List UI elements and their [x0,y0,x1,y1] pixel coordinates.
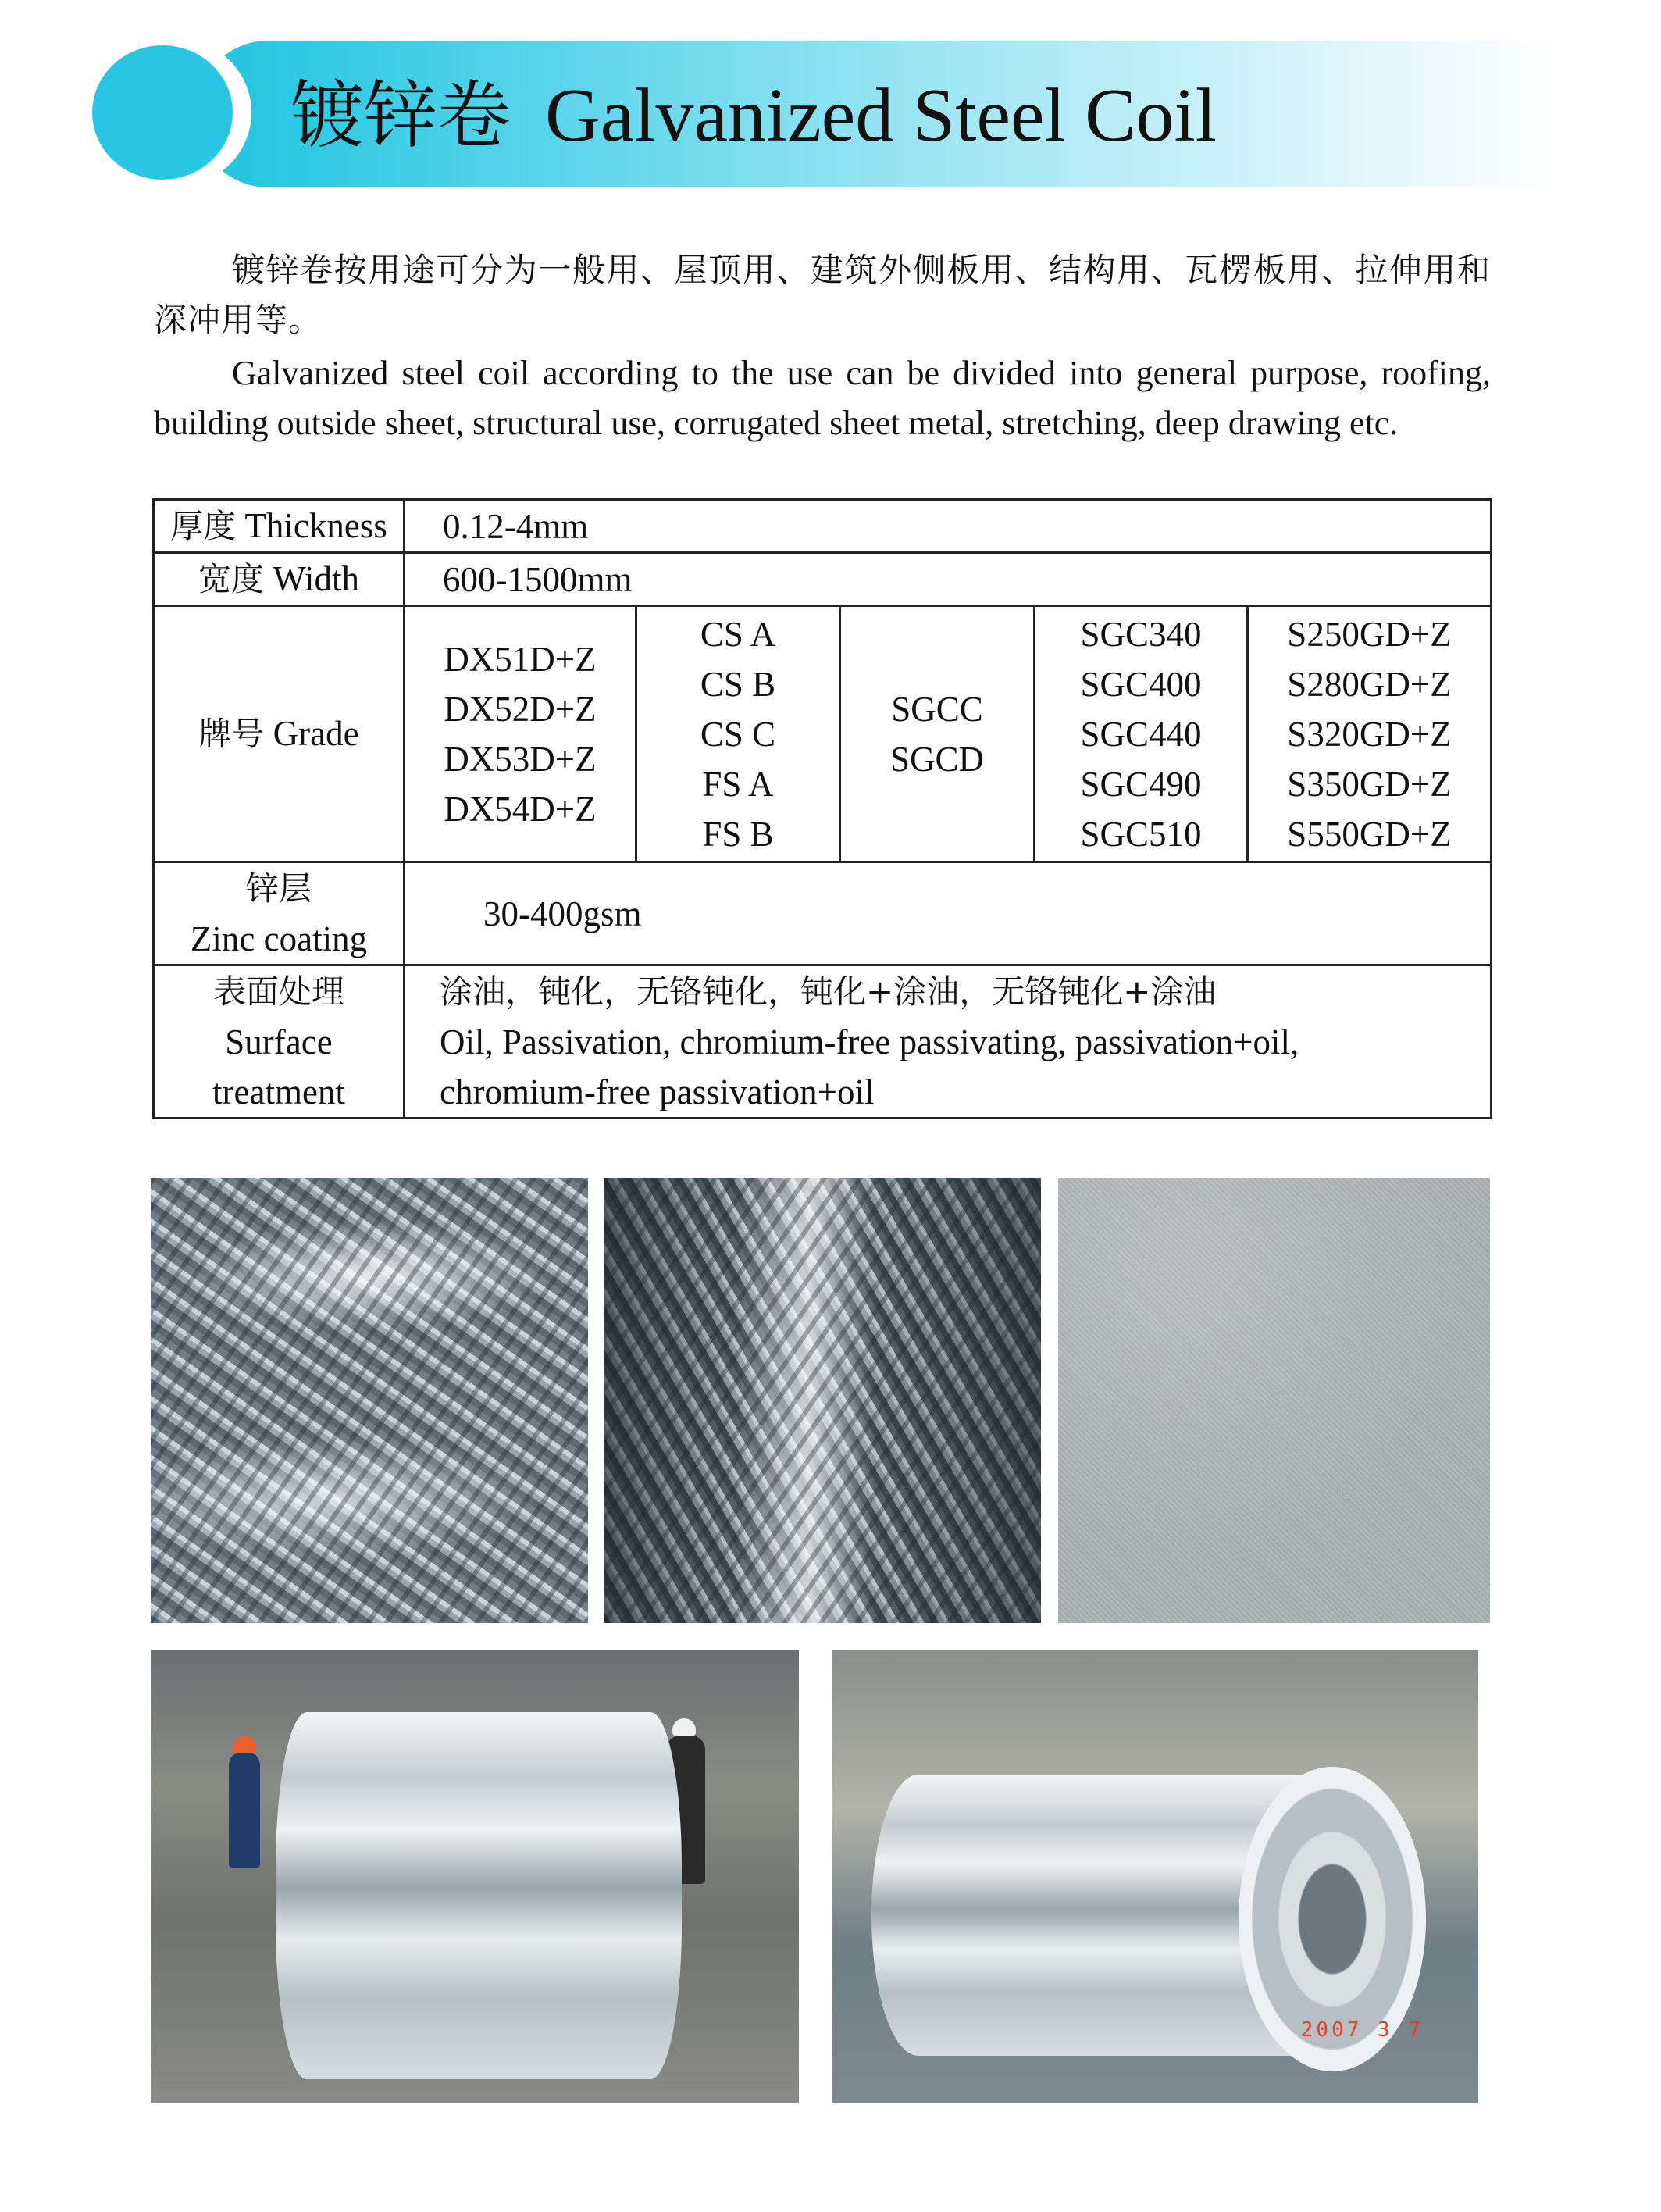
helmet-icon [672,1718,696,1736]
grade-item: S250GD+Z [1287,614,1452,654]
zinc-coating-label-zh: 锌层 [245,869,312,908]
surface-value-zh: 涂油，钝化，无铬钝化，钝化+涂油，无铬钝化+涂油 [440,972,1217,1011]
grade-item: DX51D+Z [444,639,597,679]
thickness-value: 0.12-4mm [405,500,1492,553]
grade-item: DX54D+Z [444,789,597,829]
spec-table [152,498,1492,1119]
table-row-width [154,553,1492,606]
grade-item: CS A [700,614,776,654]
page-title [290,64,1217,166]
grade-item: SGC510 [1080,814,1202,854]
table-row-surface [154,965,1492,1118]
grade-item: SGCD [889,739,985,779]
spangle-surface-photo-2 [604,1178,1041,1623]
surface-label-en-1: Surface [225,1022,333,1061]
table-row-grade [154,606,1492,862]
table-row-zinc-coating [154,862,1492,965]
surface-value [405,965,1492,1118]
grade-item: CS B [700,664,776,704]
zinc-coating-label-en: Zinc coating [190,919,368,958]
grade-column-dx [405,606,636,862]
spangle-surface-photo-1 [151,1178,588,1623]
grade-column-s-gd [1248,606,1492,862]
surface-label [154,965,405,1118]
coil-warehouse-photo-2 [832,1650,1478,2103]
worker-figure [229,1751,260,1868]
grade-item: S320GD+Z [1287,714,1452,754]
grade-item: SGCC [891,689,983,729]
thickness-label-zh: 厚度 [170,507,237,545]
header-circle-decoration [92,45,233,180]
grade-column-cs [636,606,840,862]
grade-label [154,606,405,862]
width-label [154,553,405,606]
thickness-label-en: Thickness [244,506,387,545]
grade-item: DX53D+Z [444,739,597,779]
helmet-icon [233,1736,256,1753]
grade-column-sgc-strength [1035,606,1248,862]
photo-date-stamp: 2007 3 7 [1300,2018,1424,2042]
zero-spangle-surface-photo [1058,1178,1490,1623]
grade-item: S350GD+Z [1287,764,1452,804]
grade-item: DX52D+Z [444,689,597,729]
width-label-zh: 宽度 [198,560,265,598]
grade-item: SGC440 [1080,714,1202,754]
surface-label-en-2: treatment [212,1072,345,1111]
grade-item: S280GD+Z [1287,664,1452,704]
table-row-thickness [154,500,1492,553]
coil-warehouse-photo-1 [151,1650,799,2103]
page-title-zh: 镀锌卷 [290,73,511,159]
width-label-en: Width [273,559,359,598]
zinc-coating-value: 30-400gsm [405,862,1492,965]
grade-label-zh: 牌号 [198,715,265,753]
surface-value-en-1: Oil, Passivation, chromium-free passivating, passivation+oil, [440,1022,1299,1061]
page-title-en: Galvanized Steel Coil [545,73,1217,158]
grade-label-en: Grade [273,714,359,753]
grade-item: CS C [700,714,776,754]
grade-item: SGC340 [1080,614,1202,654]
thickness-label [154,500,405,553]
grade-item: S550GD+Z [1287,814,1452,854]
grade-item: SGC490 [1080,764,1202,804]
grade-item: FS B [702,814,774,854]
grade-column-sgc [840,606,1035,862]
grade-item: FS A [702,764,774,804]
intro-zh: 镀锌卷按用途可分为一般用、屋顶用、建筑外侧板用、结构用、瓦楞板用、拉伸用和深冲用等。 [154,251,1491,339]
surface-value-en-2: chromium-free passivation+oil [440,1072,875,1111]
steel-coil [276,1712,682,2079]
width-value: 600-1500mm [405,553,1492,606]
grade-item: SGC400 [1080,664,1202,704]
zinc-coating-label [154,862,405,965]
intro-en: Galvanized steel coil according to the use can be divided into general purpose, roofing, building outside sheet, structural use, corrugated sheet metal, stretching, deep drawing etc. [154,354,1491,442]
surface-label-zh: 表面处理 [212,972,344,1011]
